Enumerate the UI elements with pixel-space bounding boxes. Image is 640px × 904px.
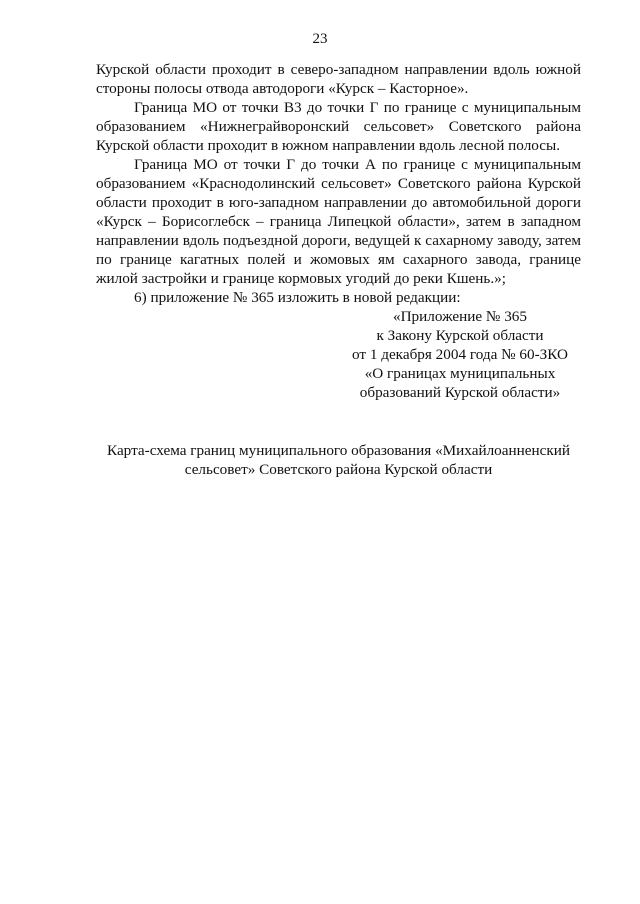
body-text xyxy=(96,60,581,307)
paragraph-continuation: Курской области проходит в северо-западном направлении вдоль южной стороны полосы отвода автодороги «Курск – Касторное». xyxy=(96,61,581,97)
paragraph-border-g-a: Граница МО от точки Г до точки А по границе с муниципальным образованием «Краснодолинский сельсовет» Советского района Курской области проходит в юго-западном направлении до автомобильной дороги «Курск – Борисоглебск – граница Липецкой области», затем в западном направлении вдоль подъездной дороги, ведущей к сахарному заводу, затем по границе кагатных полей и жомовых ям сахарного завода, границе жилой застройки и границе кормовых угодий до реки Кшень.»; xyxy=(96,156,581,287)
appendix-line: «О границах муниципальных xyxy=(364,365,556,382)
page-number: 23 xyxy=(312,31,328,47)
paragraph-amendment-item: 6) приложение № 365 изложить в новой редакции: xyxy=(134,289,461,306)
appendix-line: к Закону Курской области xyxy=(376,327,544,344)
paragraph-border-v3-g: Граница МО от точки В3 до точки Г по границе с муниципальным образованием «Нижнеграйворонский сельсовет» Советского района Курской области проходит в южном направлении вдоль лесной полосы. xyxy=(96,99,581,154)
appendix-line: образований Курской области» xyxy=(359,384,561,401)
appendix-line: от 1 декабря 2004 года № 60-ЗКО xyxy=(352,346,568,363)
map-scheme-title: Карта-схема границ муниципального образования «Михайлоанненский сельсовет» Советского района Курской области xyxy=(107,442,570,478)
appendix-header xyxy=(330,307,590,402)
appendix-line: «Приложение № 365 xyxy=(393,308,527,325)
